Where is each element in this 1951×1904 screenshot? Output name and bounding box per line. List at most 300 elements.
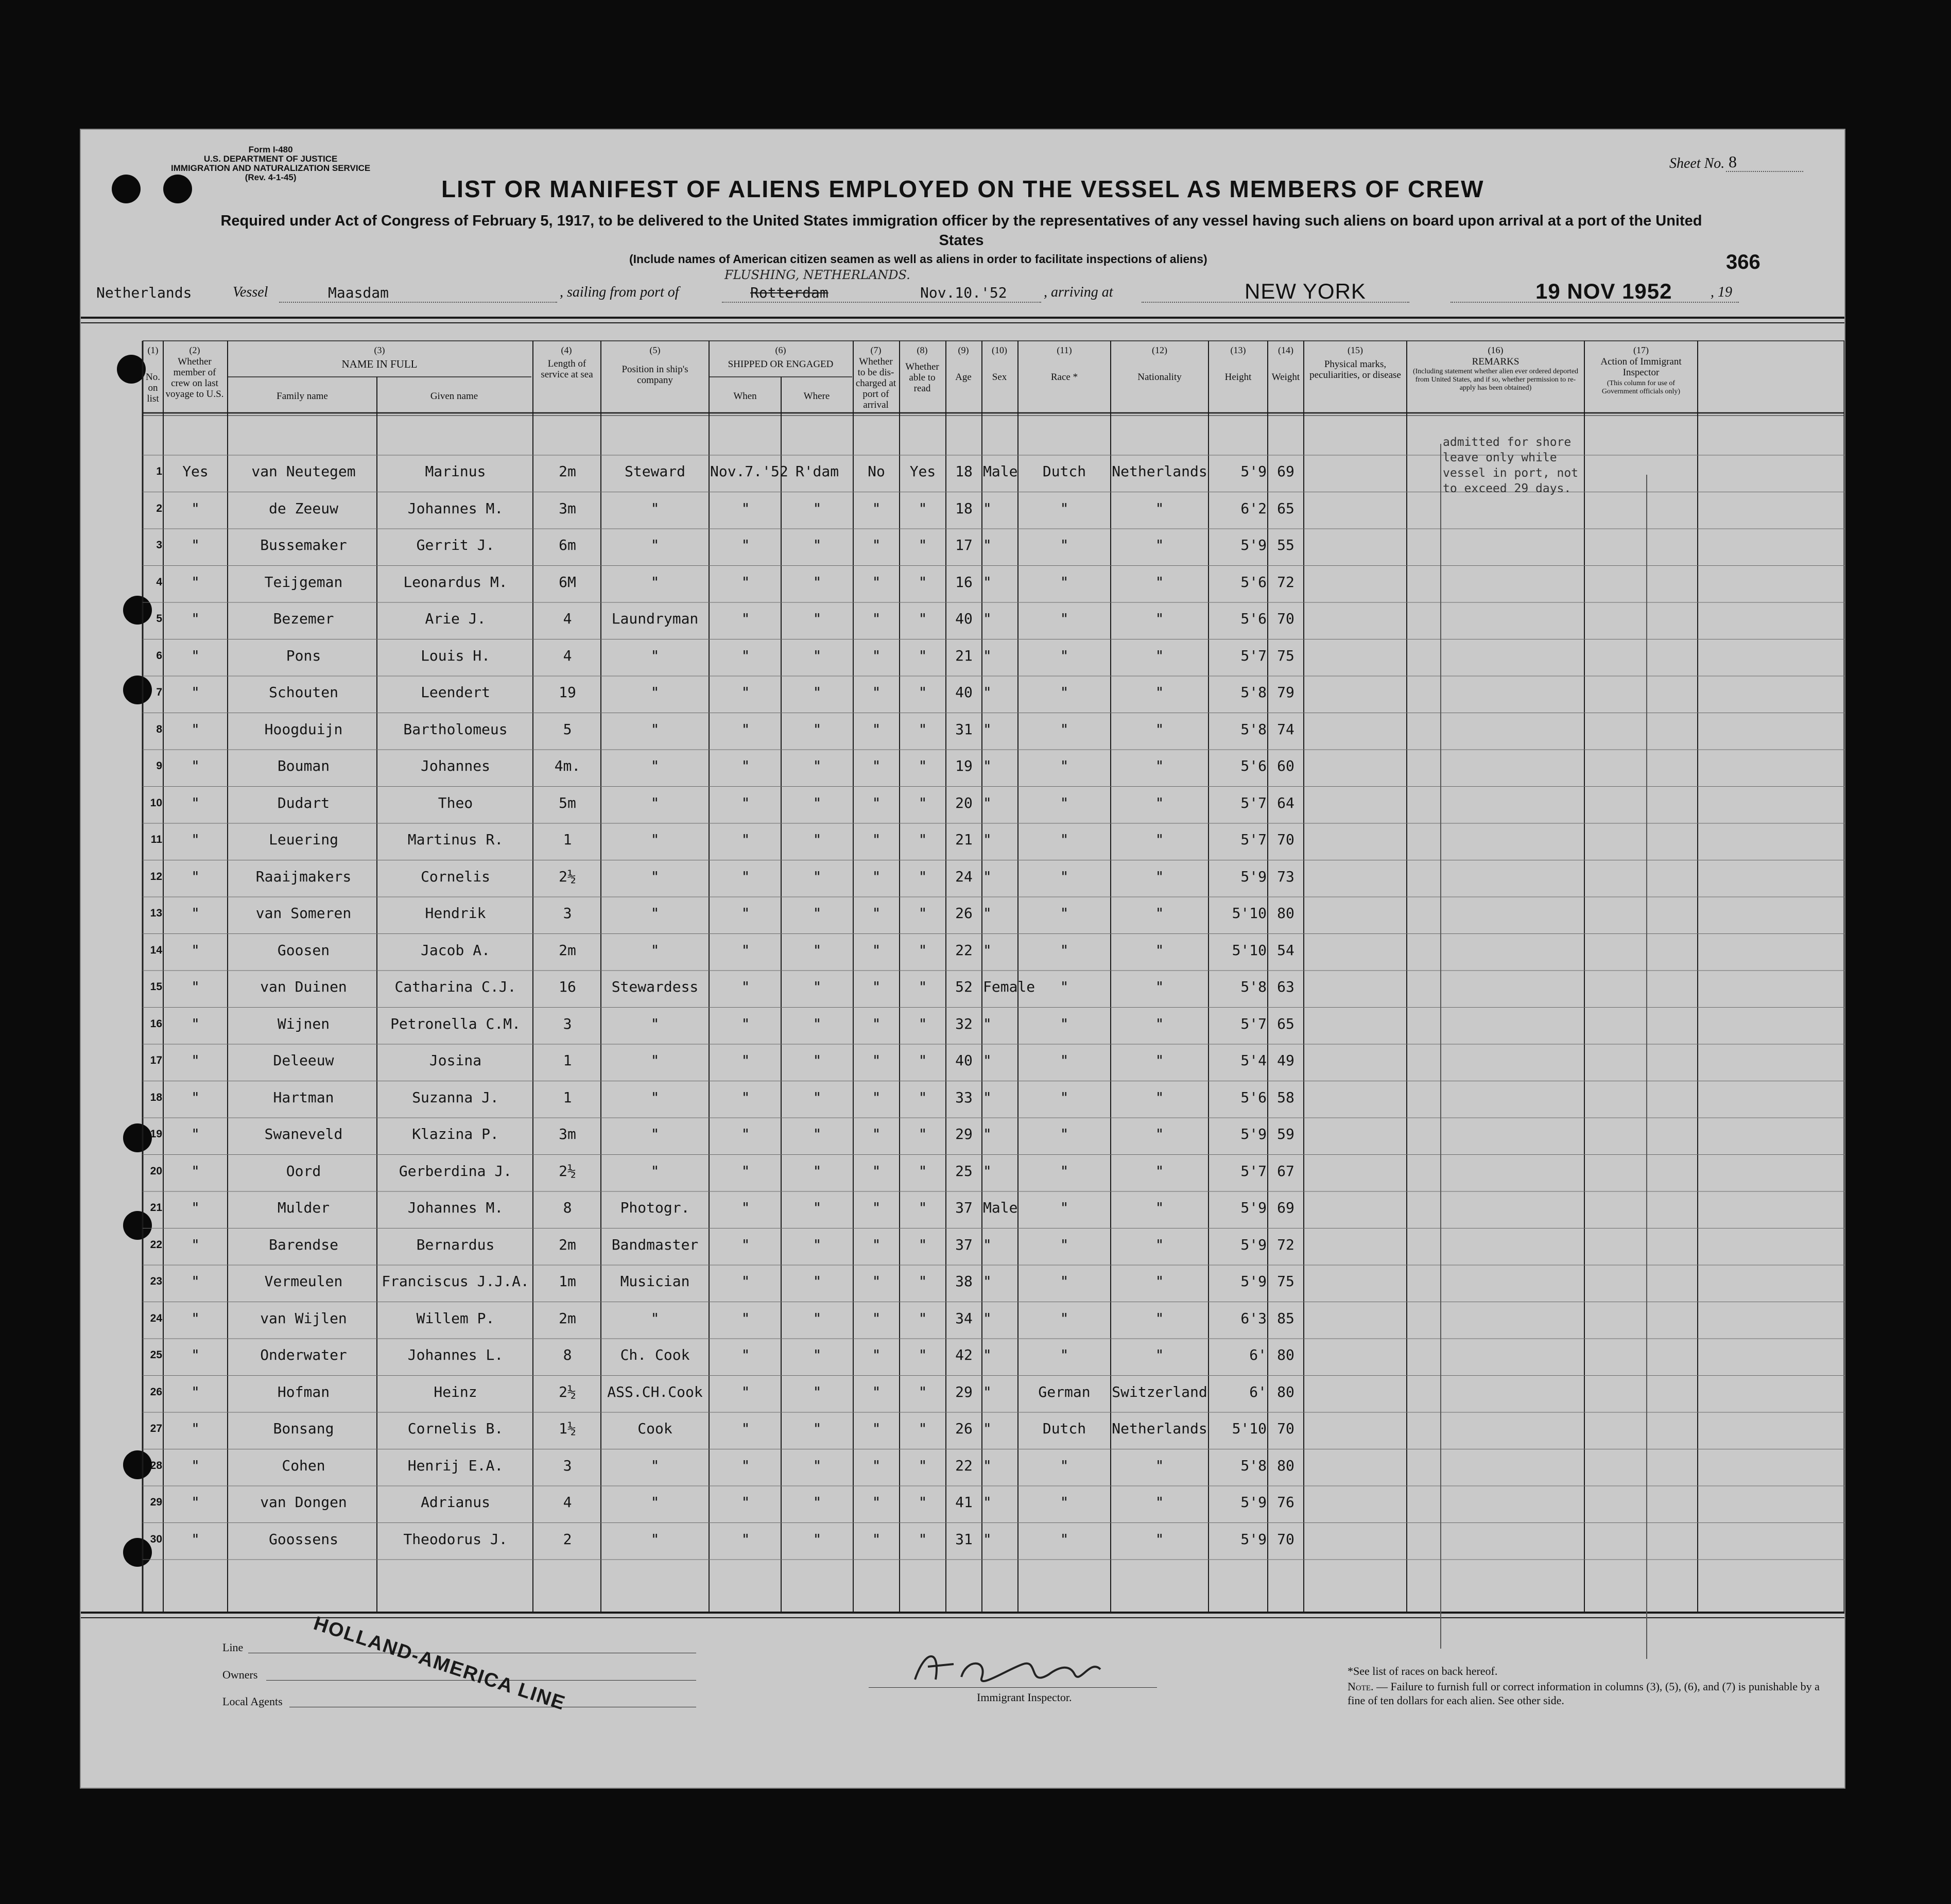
cell-read: " [918,978,927,995]
cell-height: 5'6 [1240,757,1267,774]
fine-note [1348,1680,1821,1707]
cell-where: " [813,573,822,591]
inspector-signature [905,1638,1121,1697]
cell-given: Louis H. [421,647,490,664]
cell-given: Petronella C.M. [390,1015,521,1032]
cell-service: 4 [563,610,572,627]
cell-nat: " [1155,1346,1164,1363]
cell-given: Josina [429,1052,482,1069]
cell-disch: " [872,647,881,664]
cell-disch: " [872,1236,881,1253]
cell-service: 4m. [554,757,581,774]
cell-when: " [741,536,750,553]
cell-position: Steward [624,463,685,480]
cell-age: 29 [955,1383,973,1400]
cell-nat: " [1155,831,1164,848]
cell-service: 1½ [559,1420,576,1437]
cell-age: 33 [955,1088,973,1106]
cell-read: " [918,757,927,774]
cell-given: Theo [438,794,473,811]
cell-disch: " [872,1199,881,1216]
cell-disch: " [872,1126,881,1143]
col-header-2: Whether member of crew on last voyage to U.S. [165,356,224,400]
cell-where: " [813,1346,822,1363]
cell-sex: " [983,720,992,738]
cell-disch: " [872,905,881,922]
cell-position: ASS.CH.Cook [607,1383,703,1400]
cell-race: " [1060,1309,1069,1327]
col-num-5: (5) [649,345,661,355]
cell-last: " [191,794,200,811]
cell-height: 5'7 [1240,1162,1267,1180]
cell-given: Jacob A. [421,941,490,959]
col-num-12: (12) [1152,345,1167,355]
line-label: Line [222,1641,244,1654]
cell-nat: " [1155,757,1164,774]
cell-position: " [650,1309,660,1327]
cell-disch: " [872,1457,881,1474]
cell-service: 2½ [559,1162,576,1180]
cell-family: Bezemer [273,610,334,627]
cell-service: 1 [563,831,572,848]
cell-age: 21 [955,647,973,664]
cell-given: Catharina C.J. [394,978,516,995]
row-number: 2 [156,502,162,514]
cell-sex: " [983,1162,992,1180]
cell-race: " [1060,573,1069,591]
cell-last: " [191,1088,200,1106]
cell-given: Gerberdina J. [399,1162,512,1180]
cell-race: " [1060,1273,1069,1290]
remarks-bracket [1440,444,1442,1649]
form-number: Form I-480 [248,145,293,154]
cell-disch: " [872,831,881,848]
cell-last: " [191,941,200,959]
cell-disch: " [872,684,881,701]
cell-weight: 69 [1277,463,1294,480]
cell-nat: " [1155,1494,1164,1511]
col-header-10: Sex [992,372,1007,383]
row-number: 18 [150,1091,162,1103]
arrival-date-stamp: 19 NOV 1952 [1535,279,1672,303]
cell-last: " [191,1383,200,1400]
cell-weight: 70 [1277,1420,1294,1437]
row-number: 10 [150,797,162,809]
cell-given: Bernardus [416,1236,495,1253]
cell-weight: 65 [1277,499,1294,517]
cell-when: " [741,831,750,848]
col-header-family-name: Family name [277,391,328,402]
cell-disch: " [872,573,881,591]
cell-last: " [191,573,200,591]
col-header-6: SHIPPED OR ENGAGED [728,359,834,370]
cell-weight: 72 [1277,573,1294,591]
cell-nat: " [1155,1236,1164,1253]
row-number: 15 [150,981,162,993]
row-number: 5 [156,613,162,625]
row-number: 16 [150,1017,162,1030]
sheet-label: Sheet No. [1669,155,1725,171]
cell-service: 2½ [559,1383,576,1400]
cell-when: " [741,1052,750,1069]
cell-sex: " [983,536,992,553]
cell-where: " [813,941,822,959]
cell-sex: " [983,1346,992,1363]
cell-when: " [741,1346,750,1363]
cell-disch: " [872,610,881,627]
cell-when: " [741,684,750,701]
cell-read: " [918,720,927,738]
cell-given: Hendrik [425,905,486,922]
row-number: 26 [150,1386,162,1398]
cell-last: " [191,684,200,701]
service: IMMIGRATION AND NATURALIZATION SERVICE [171,163,371,173]
cell-family: Dudart [277,794,330,811]
cell-where: " [813,1236,822,1253]
cell-nat: " [1155,1015,1164,1032]
col-header-11: Race * [1050,372,1078,383]
cell-when: " [741,720,750,738]
cell-nat: Netherlands [1112,463,1207,480]
cell-given: Leonardus M. [403,573,508,591]
cell-last: " [191,1236,200,1253]
cell-where: " [813,1494,822,1511]
cell-weight: 55 [1277,536,1294,553]
cell-height: 5'7 [1240,647,1267,664]
cell-height: 5'8 [1240,978,1267,995]
cell-given: Gerrit J. [416,536,495,553]
cell-race: " [1060,536,1069,553]
cell-last: " [191,905,200,922]
cell-disch: " [872,1530,881,1548]
cell-sex: Male [983,1199,1018,1216]
cell-family: Pons [286,647,321,664]
cell-where: " [813,831,822,848]
cell-when: " [741,941,750,959]
cell-weight: 80 [1277,905,1294,922]
cell-last: " [191,1273,200,1290]
cell-nat: " [1155,905,1164,922]
cell-position: " [650,831,660,848]
row-number: 23 [150,1275,162,1287]
cell-when: " [741,905,750,922]
cell-sex: " [983,757,992,774]
col-num-9: (9) [958,345,969,355]
cell-given: Johannes [421,757,490,774]
cell-disch: " [872,536,881,553]
cell-family: van Duinen [260,978,347,995]
cell-read: " [918,499,927,517]
col-num-6: (6) [775,345,786,355]
col-num-17: (17) [1633,345,1649,355]
cell-read: " [918,1420,927,1437]
cell-family: Mulder [277,1199,330,1216]
cell-service: 4 [563,1494,572,1511]
include-note: (Include names of American citizen seamen as well as aliens in order to facilitate inspections of aliens) [629,252,1207,266]
cell-age: 18 [955,463,973,480]
cell-read: " [918,610,927,627]
cell-sex: " [983,868,992,885]
cell-height: 5'9 [1240,1273,1267,1290]
cell-weight: 58 [1277,1088,1294,1106]
col-header-given-name: Given name [430,391,478,402]
col-num-10: (10) [992,345,1007,355]
cell-race: " [1060,1494,1069,1511]
cell-last: " [191,1309,200,1327]
cell-weight: 65 [1277,1015,1294,1032]
cell-position: " [650,794,660,811]
cell-last: Yes [182,463,209,480]
cell-age: 40 [955,1052,973,1069]
cell-where: " [813,868,822,885]
cell-family: Bouman [277,757,330,774]
cell-race: Dutch [1042,1420,1086,1437]
col-num-2: (2) [189,345,200,355]
cell-where: " [813,1383,822,1400]
cell-service: 3 [563,1457,572,1474]
cell-age: 26 [955,1420,973,1437]
cell-weight: 72 [1277,1236,1294,1253]
cell-family: Onderwater [260,1346,347,1363]
cell-sex: Male [983,463,1018,480]
cell-when: " [741,610,750,627]
holland-america-stamp: HOLLAND-AMERICA LINE [311,1613,568,1715]
cell-age: 40 [955,610,973,627]
cell-read: " [918,831,927,848]
row-number: 6 [156,649,162,662]
cell-age: 34 [955,1309,973,1327]
cell-last: " [191,536,200,553]
cell-disch: " [872,1052,881,1069]
cell-position: " [650,647,660,664]
col-header-15: Physical marks, peculiarities, or disease [1309,359,1401,380]
cell-nat: " [1155,941,1164,959]
cell-position: " [650,868,660,885]
cell-age: 42 [955,1346,973,1363]
cell-nat: " [1155,1457,1164,1474]
cell-race: " [1060,720,1069,738]
cell-family: Goosen [277,941,330,959]
cell-read: " [918,684,927,701]
cell-height: 5'9 [1240,1236,1267,1253]
cell-weight: 69 [1277,1199,1294,1216]
cell-age: 40 [955,684,973,701]
cell-service: 8 [563,1346,572,1363]
cell-given: Johannes L. [407,1346,504,1363]
cell-weight: 74 [1277,720,1294,738]
cell-when: " [741,1015,750,1032]
cell-weight: 54 [1277,941,1294,959]
cell-family: Cohen [282,1457,325,1474]
cell-where: " [813,757,822,774]
cell-family: Vermeulen [264,1273,343,1290]
arriving-label: , arriving at [1044,284,1113,300]
cell-where: " [813,536,822,553]
row-number: 4 [156,576,162,588]
cell-race: " [1060,1457,1069,1474]
cell-height: 6'2 [1240,499,1267,517]
cell-last: " [191,1530,200,1548]
cell-age: 37 [955,1236,973,1253]
cell-nat: " [1155,1309,1164,1327]
cell-family: Goossens [269,1530,338,1548]
cell-height: 5'6 [1240,610,1267,627]
cell-service: 4 [563,647,572,664]
note-text: — Failure to furnish full or correct information in columns (3), (5), (6), and (7) is punishable by a fine of ten dollars for each alien. See other side. [1348,1680,1820,1707]
cell-read: " [918,1494,927,1511]
col-header-16: REMARKS [1472,356,1520,367]
col-header-where: Where [803,391,830,402]
cell-weight: 70 [1277,1530,1294,1548]
cell-weight: 70 [1277,831,1294,848]
cell-sex: Female [983,978,1035,995]
row-number: 29 [150,1496,162,1508]
cell-disch: " [872,978,881,995]
races-note: *See list of races on back hereof. [1348,1665,1498,1677]
cell-sex: " [983,573,992,591]
sailing-label: , sailing from port of [560,284,679,300]
col-header-17: Action of Immigrant Inspector [1600,356,1682,378]
col-header-7: Whether to be dis-charged at port of arrival [855,356,896,410]
col-num-8: (8) [917,345,928,355]
cell-sex: " [983,647,992,664]
cell-position: Cook [637,1420,672,1437]
cell-family: Raaijmakers [255,868,352,885]
cell-family: Leuering [269,831,338,848]
cell-sex: " [983,1273,992,1290]
cell-family: de Zeeuw [269,499,338,517]
cell-sex: " [983,941,992,959]
cell-race: " [1060,610,1069,627]
cell-position: " [650,499,660,517]
cell-last: " [191,647,200,664]
page-subtitle: Required under Act of Congress of February 5, 1917, to be delivered to the United States immigration officer by the representatives of any vessel having such aliens on board upon arrival at a port of the United States [220,213,1702,249]
cell-nat: " [1155,1530,1164,1548]
cell-age: 52 [955,978,973,995]
row-number: 19 [150,1128,162,1140]
cell-position: " [650,684,660,701]
cell-position: " [650,1457,660,1474]
cell-service: 3m [559,1126,576,1143]
cell-where: " [813,610,822,627]
cell-family: Hofman [277,1383,330,1400]
cell-where: " [813,794,822,811]
cell-when: " [741,499,750,517]
local-agents-label: Local Agents [222,1695,283,1708]
cell-weight: 80 [1277,1457,1294,1474]
cell-nat: " [1155,868,1164,885]
cell-position: " [650,1162,660,1180]
col-header-17-note: (This column for use of Government officials only) [1601,379,1681,395]
cell-where: " [813,1273,822,1290]
cell-where: " [813,978,822,995]
flag-country: Netherlands [96,284,192,301]
cell-service: 2 [563,1530,572,1548]
cell-nat: " [1155,1273,1164,1290]
cell-weight: 75 [1277,1273,1294,1290]
cell-height: 5'9 [1240,536,1267,553]
cell-where: " [813,1052,822,1069]
cell-weight: 60 [1277,757,1294,774]
cell-when: " [741,1494,750,1511]
cell-position: " [650,720,660,738]
cell-position: " [650,1126,660,1143]
cell-age: 21 [955,831,973,848]
cell-height: 5'6 [1240,1088,1267,1106]
cell-family: Bonsang [273,1420,334,1437]
cell-weight: 63 [1277,978,1294,995]
cell-last: " [191,1162,200,1180]
document-number: 366 [1726,251,1760,273]
cell-given: Martinus R. [407,831,504,848]
cell-read: " [918,536,927,553]
cell-weight: 75 [1277,647,1294,664]
cell-given: Johannes M. [407,1199,504,1216]
cell-service: 8 [563,1199,572,1216]
owners-label: Owners [222,1668,258,1681]
cell-position: Stewardess [611,978,699,995]
cell-position: " [650,905,660,922]
col-header-12: Nationality [1137,372,1182,383]
cell-given: Willem P. [416,1309,495,1327]
cell-position: " [650,1052,660,1069]
cell-sex: " [983,1420,992,1437]
cell-age: 19 [955,757,973,774]
cell-family: Teijgeman [264,573,343,591]
cell-age: 31 [955,720,973,738]
row-number: 21 [150,1202,162,1214]
cell-height: 5'4 [1240,1052,1267,1069]
cell-service: 6M [559,573,576,591]
cell-weight: 49 [1277,1052,1294,1069]
cell-age: 22 [955,1457,973,1474]
cell-nat: " [1155,536,1164,553]
cell-last: " [191,831,200,848]
cell-given: Marinus [425,463,486,480]
cell-nat: " [1155,499,1164,517]
cell-when: " [741,794,750,811]
cell-last: " [191,499,200,517]
cell-where: " [813,499,822,517]
cell-where: " [813,1126,822,1143]
cell-service: 3 [563,1015,572,1032]
cell-age: 18 [955,499,973,517]
row-number: 28 [150,1459,162,1472]
cell-weight: 70 [1277,610,1294,627]
cell-race: " [1060,1346,1069,1363]
col-header-4: Length of service at sea [541,358,593,380]
row-number: 20 [150,1165,162,1177]
col-header-8: Whether able to read [905,361,939,394]
cell-height: 5'10 [1232,905,1267,922]
form-revision: (Rev. 4-1-45) [245,172,297,182]
cell-weight: 79 [1277,684,1294,701]
cell-where: " [813,1457,822,1474]
cell-given: Adrianus [421,1494,490,1511]
cell-when: " [741,1126,750,1143]
cell-disch: " [872,1273,881,1290]
cell-height: 5'8 [1240,1457,1267,1474]
cell-last: " [191,868,200,885]
cell-height: 5'10 [1232,941,1267,959]
cell-height: 5'8 [1240,684,1267,701]
cell-where: " [813,684,822,701]
cell-nat: " [1155,1162,1164,1180]
cell-height: 5'7 [1240,831,1267,848]
cell-where: " [813,720,822,738]
col-header-when: When [733,391,757,402]
cell-when: " [741,647,750,664]
